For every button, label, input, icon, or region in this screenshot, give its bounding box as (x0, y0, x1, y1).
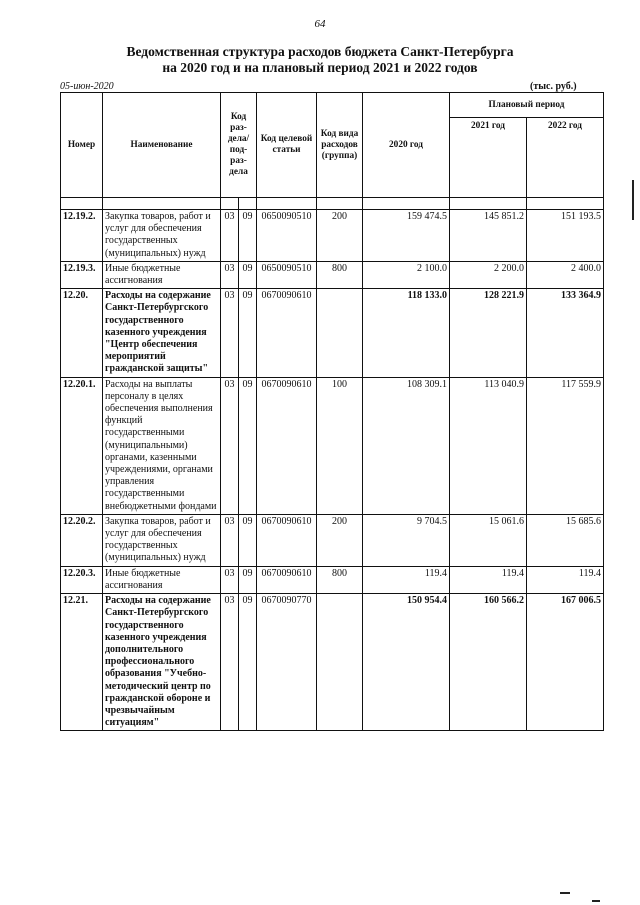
header-target-code: Код целевой статьи (257, 93, 317, 198)
title-line-2: на 2020 год и на плановый период 2021 и 2022 годов (162, 60, 478, 75)
table-row (61, 210, 604, 262)
budget-table (60, 92, 604, 731)
row-subsection: 09 (239, 261, 257, 288)
row-subsection: 09 (239, 289, 257, 377)
table-row (61, 566, 604, 593)
scan-mark (592, 900, 600, 902)
row-name: Иные бюджетные ассигнования (103, 261, 221, 288)
row-value-2022: 2 400.0 (527, 261, 604, 288)
row-number: 12.21. (61, 594, 103, 731)
row-section: 03 (221, 210, 239, 262)
units-label: (тыс. руб.) (530, 81, 577, 92)
scan-mark (560, 892, 570, 894)
row-subsection: 09 (239, 514, 257, 566)
row-number: 12.20. (61, 289, 103, 377)
page-number: 64 (314, 18, 326, 30)
row-section: 03 (221, 261, 239, 288)
row-expense-type: 200 (317, 210, 363, 262)
document-date: 05-июн-2020 (60, 81, 114, 92)
row-value-2020: 159 474.5 (363, 210, 450, 262)
row-section: 03 (221, 377, 239, 514)
row-value-2021: 2 200.0 (450, 261, 527, 288)
row-expense-type (317, 594, 363, 731)
header-year-2020: 2020 год (363, 93, 450, 198)
title-line-1: Ведомственная структура расходов бюджета Санкт-Петербурга (126, 44, 514, 59)
row-value-2022: 167 006.5 (527, 594, 604, 731)
row-expense-type (317, 289, 363, 377)
row-expense-type: 800 (317, 566, 363, 593)
row-name: Закупка товаров, работ и услуг для обеспечения государственных (муниципальных) нужд (103, 514, 221, 566)
row-value-2022: 133 364.9 (527, 289, 604, 377)
table-row (61, 514, 604, 566)
row-value-2021: 119.4 (450, 566, 527, 593)
header-year-2022: 2022 год (527, 118, 604, 198)
row-target-code: 0650090510 (257, 210, 317, 262)
row-value-2021: 113 040.9 (450, 377, 527, 514)
table-body (61, 210, 604, 731)
row-name: Расходы на содержание Санкт-Петербургского государственного казенного учреждения дополнительного профессионального образования "Учебно-методический центр по гражданской обороне и чрезвычайным ситуациям" (103, 594, 221, 731)
row-value-2022: 119.4 (527, 566, 604, 593)
row-value-2020: 119.4 (363, 566, 450, 593)
document-title (0, 44, 640, 76)
row-section: 03 (221, 566, 239, 593)
header-name: Наименование (103, 93, 221, 198)
header-planned-period: Плановый период (450, 93, 604, 118)
row-value-2020: 9 704.5 (363, 514, 450, 566)
row-number: 12.20.3. (61, 566, 103, 593)
row-target-code: 0670090770 (257, 594, 317, 731)
row-expense-type: 200 (317, 514, 363, 566)
row-target-code: 0670090610 (257, 566, 317, 593)
row-value-2021: 145 851.2 (450, 210, 527, 262)
row-expense-type: 800 (317, 261, 363, 288)
table-row (61, 261, 604, 288)
row-target-code: 0670090610 (257, 514, 317, 566)
row-value-2021: 160 566.2 (450, 594, 527, 731)
row-number: 12.19.3. (61, 261, 103, 288)
row-section: 03 (221, 514, 239, 566)
row-value-2021: 15 061.6 (450, 514, 527, 566)
row-number: 12.20.2. (61, 514, 103, 566)
row-value-2020: 150 954.4 (363, 594, 450, 731)
row-value-2020: 108 309.1 (363, 377, 450, 514)
row-target-code: 0650090510 (257, 261, 317, 288)
table-row (61, 289, 604, 377)
row-section: 03 (221, 594, 239, 731)
header-section-code: Код раз-дела/ под-раз-дела (221, 93, 257, 198)
row-target-code: 0670090610 (257, 377, 317, 514)
header-year-2021: 2021 год (450, 118, 527, 198)
row-value-2020: 118 133.0 (363, 289, 450, 377)
row-target-code: 0670090610 (257, 289, 317, 377)
row-value-2020: 2 100.0 (363, 261, 450, 288)
row-subsection: 09 (239, 377, 257, 514)
row-value-2022: 117 559.9 (527, 377, 604, 514)
header-number: Номер (61, 93, 103, 198)
row-name: Расходы на содержание Санкт-Петербургского государственного казенного учреждения "Центр обеспечения мероприятий гражданской защиты" (103, 289, 221, 377)
row-name: Иные бюджетные ассигнования (103, 566, 221, 593)
row-section: 03 (221, 289, 239, 377)
row-subsection: 09 (239, 594, 257, 731)
row-name: Расходы на выплаты персоналу в целях обеспечения выполнения функций государственными (муниципальными) органами, казенными учреждениями, органами управления государственными внебюджетными фондами (103, 377, 221, 514)
table-row (61, 594, 604, 731)
row-value-2021: 128 221.9 (450, 289, 527, 377)
row-value-2022: 15 685.6 (527, 514, 604, 566)
row-subsection: 09 (239, 566, 257, 593)
row-expense-type: 100 (317, 377, 363, 514)
scan-mark (632, 180, 634, 220)
row-number: 12.19.2. (61, 210, 103, 262)
table-row (61, 377, 604, 514)
row-subsection: 09 (239, 210, 257, 262)
row-number: 12.20.1. (61, 377, 103, 514)
row-value-2022: 151 193.5 (527, 210, 604, 262)
header-expense-type: Код вида расходов (группа) (317, 93, 363, 198)
row-name: Закупка товаров, работ и услуг для обеспечения государственных (муниципальных) нужд (103, 210, 221, 262)
